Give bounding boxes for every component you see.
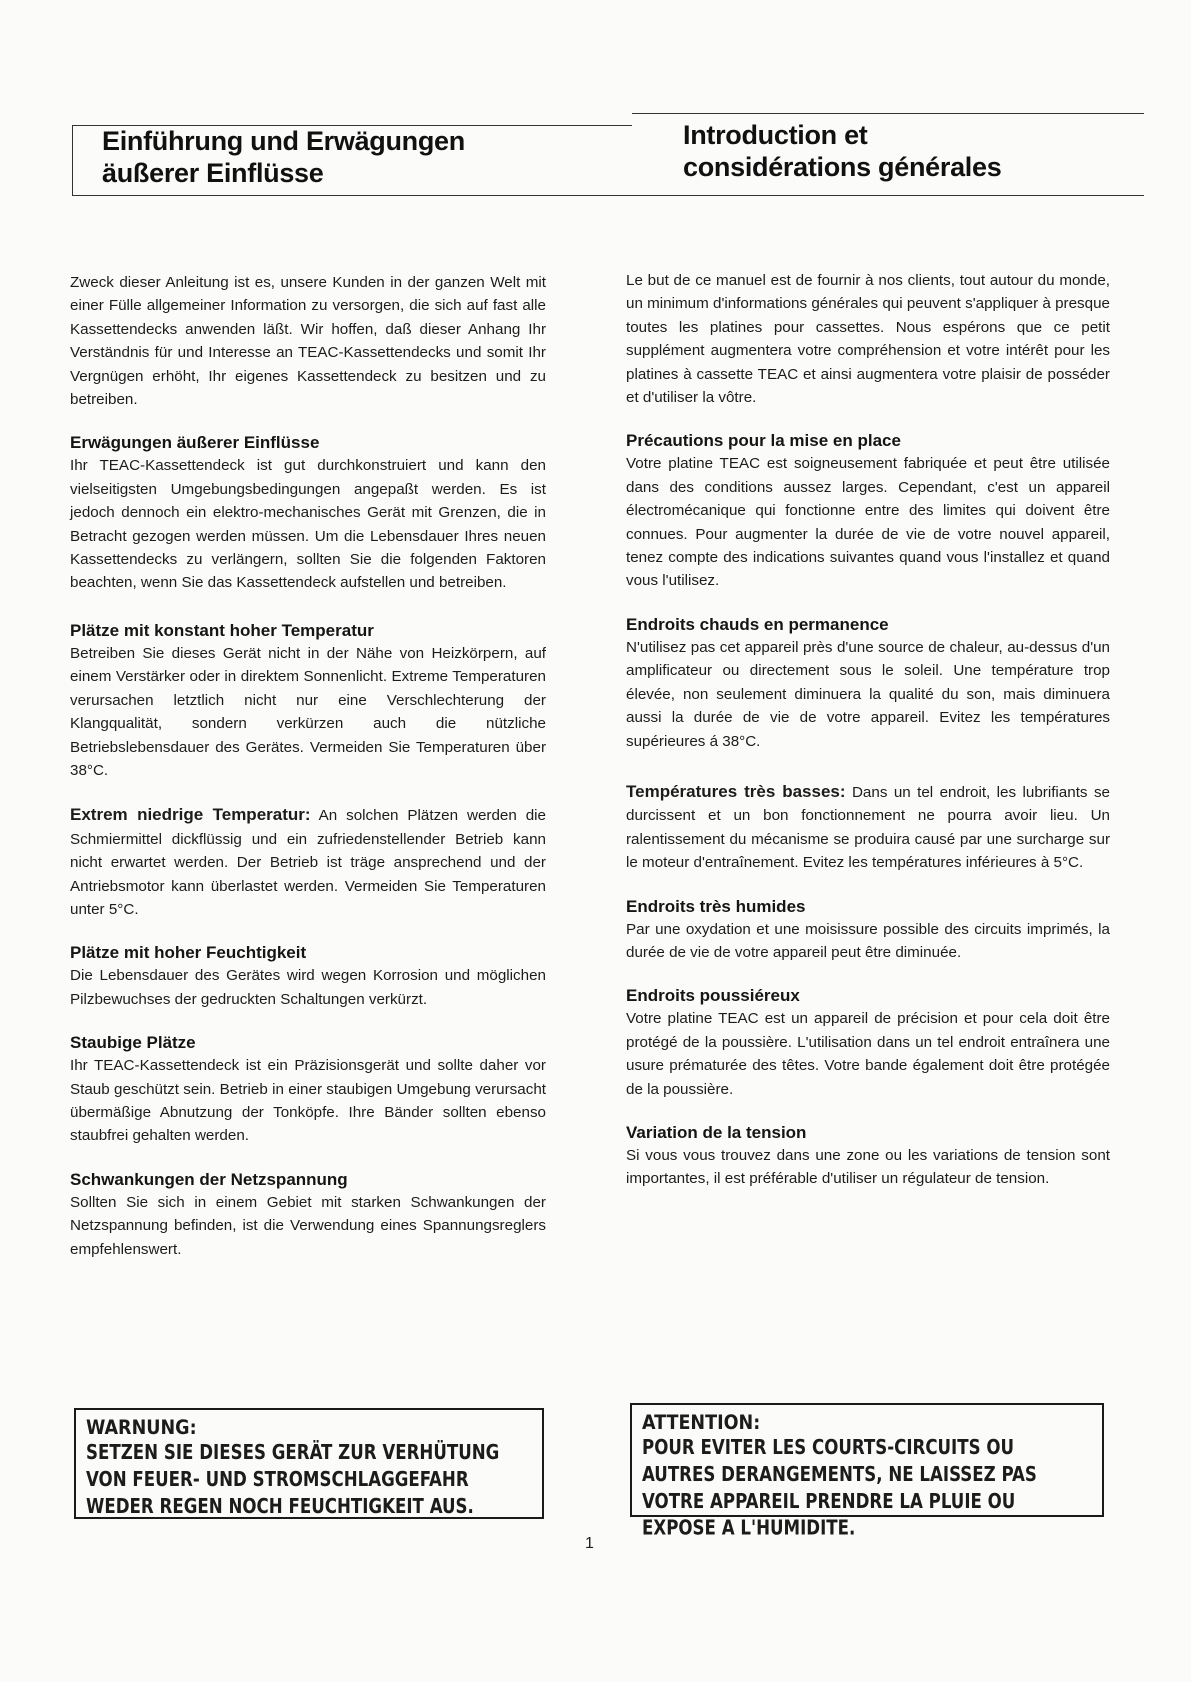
german-warning-text: SETZEN SIE DIESES GERÄT ZUR VERHÜTUNG VON FEUER- UND STROMSCHLAGGEFAHR WEDER REGEN NOCH FEUCHTIGKEIT AUS.	[86, 1441, 500, 1519]
french-column	[626, 269, 1110, 1191]
german-section-title: Plätze mit konstant hoher Temperatur	[70, 620, 374, 640]
header-left-border	[72, 125, 73, 196]
french-section-low-temp	[626, 780, 1110, 875]
french-title-line-1: Introduction et	[683, 120, 868, 150]
french-section-text: N'utilisez pas cet appareil près d'une source de chaleur, au-dessus d'un amplificateur ou directement sous le soleil. Une température trop élevée, non seulement diminuera la qualité du son, mais diminuera aussi la durée de vie de votre appareil. Evitez les températures supérieures á 38°C.	[626, 638, 1110, 750]
header-top-rule-right	[632, 113, 1144, 114]
french-page-title	[683, 119, 1001, 183]
german-section-lead: Extrem niedrige Temperatur:	[70, 805, 311, 825]
german-title-line-2: äußerer Einflüsse	[102, 158, 324, 188]
german-section-title: Erwägungen äußerer Einflüsse	[70, 433, 320, 453]
german-section-low-temp	[70, 803, 546, 921]
french-warning-box	[630, 1403, 1104, 1541]
french-warning-text: POUR EVITER LES COURTS-CIRCUITS OU AUTRES DERANGEMENTS, NE LAISSEZ PAS VOTRE APPAREIL PRENDRE LA PLUIE OU EXPOSE A L'HUMIDITE.	[642, 1436, 1037, 1541]
french-section-lead: Températures très basses:	[626, 781, 846, 801]
german-section-title: Staubige Plätze	[70, 1033, 196, 1053]
french-section-title: Endroits très humides	[626, 896, 806, 916]
french-section-text: Par une oxydation et une moisissure possible des circuits imprimés, la durée de vie de votre appareil peut être diminuée.	[626, 920, 1110, 961]
german-section-voltage	[70, 1169, 546, 1261]
french-intro: Le but de ce manuel est de fournir à nos clients, tout autour du monde, un minimum d'informations générales qui peuvent s'appliquer à presque toutes les platines pour cassettes. Nous espérons que ce petit supplément augmentera votre compréhension et votre intérêt pour les platines à cassette TEAC et ainsi augmentera votre plaisir de posséder et d'utiliser la vôtre.	[626, 272, 1110, 407]
german-section-title: Schwankungen der Netzspannung	[70, 1169, 348, 1189]
french-title-line-2: considérations générales	[683, 152, 1002, 182]
german-warning-box	[74, 1408, 544, 1519]
french-section-voltage	[626, 1122, 1110, 1191]
page-number: 1	[585, 1535, 594, 1552]
german-section-text: Betreiben Sie dieses Gerät nicht in der Nähe von Heizkörpern, auf einem Verstärker oder in direktem Sonnenlicht. Extreme Temperaturen verursachen letztlich nicht nur eine Verschlechterung der Klangqualität, sondern verkürzen auch die nützliche Betriebslebensdauer des Gerätes. Vermeiden Sie Temperaturen über 38°C.	[70, 644, 546, 779]
german-section-text: An solchen Plätzen werden die Schmiermittel dickflüssig und ein zufriedenstellender Betrieb kann nicht erwartet werden. Der Betrieb ist träge ansprechend und der Antriebsmotor kann überlastet werden. Vermeiden Sie Temperaturen unter 5°C.	[70, 807, 546, 918]
german-section-text: Ihr TEAC-Kassettendeck ist gut durchkonstruiert und kann den vielseitigsten Umgebungsbedingungen angepaßt werden. Es ist jedoch dennoch ein elektro-mechanisches Gerät mit Grenzen, die in Betracht gezogen werden müssen. Um die Lebensdauer Ihres neuen Kassettendecks zu verlängern, sollten Sie die folgenden Faktoren beachten, wenn Sie das Kassettendeck aufstellen und betreiben.	[70, 457, 546, 592]
french-section-text: Votre platine TEAC est soigneusement fabriquée et peut être utilisée dans des conditions aussez larges. Cependant, c'est un appareil électromécanique qui fonctionne entre des limites qui doivent être connues. Pour augmenter la durée de vie de votre nouvel appareil, tenez compte des indications suivantes quand vous l'installez et quand vous l'utilisez.	[626, 455, 1110, 590]
german-section-text: Sollten Sie sich in einem Gebiet mit starken Schwankungen der Netzspannung befinden, ist die Verwendung eines Spannungsreglers empfehlenswert.	[70, 1193, 546, 1258]
german-section-dust	[70, 1032, 546, 1148]
german-page-title	[102, 125, 465, 189]
french-section-text: Dans un tel endroit, les lubrifiants se durcissent et un bon fonctionnement ne pourra avoir lieu. Un ralentissement du mécanisme se produira causé par une surcharge sur le moteur d'entraînement. Evitez les températures inférieures à 5°C.	[626, 783, 1110, 872]
french-warning-title: ATTENTION:	[642, 1411, 761, 1434]
french-section-title: Endroits poussiéreux	[626, 986, 800, 1006]
german-column	[70, 271, 546, 1261]
german-title-line-1: Einführung und Erwägungen	[102, 126, 465, 156]
french-section-high-temp	[626, 614, 1110, 753]
german-warning-title: WARNUNG:	[86, 1416, 197, 1439]
french-section-title: Précautions pour la mise en place	[626, 431, 901, 451]
french-section-humidity	[626, 896, 1110, 965]
french-section-text: Votre platine TEAC est un appareil de précision et pour cela doit être protégé de la poussière. L'utilisation dans un tel endroit entraînera une usure prématurée des têtes. Votre bande également doit être protégée de la poussière.	[626, 1010, 1110, 1098]
french-section-title: Variation de la tension	[626, 1122, 807, 1142]
german-intro: Zweck dieser Anleitung ist es, unsere Kunden in der ganzen Welt mit einer Fülle allgemeiner Information zu versorgen, die sich auf fast alle Kassettendecks anwenden läßt. Wir hoffen, daß dieser Anhang Ihr Verständnis für und Interesse an TEAC-Kassettendecks und somit Ihr Vergnügen erhöht, Ihr eigenes Kassettendeck zu besitzen und zu betreiben.	[70, 274, 546, 409]
german-section-environment	[70, 432, 546, 594]
german-section-text: Ihr TEAC-Kassettendeck ist ein Präzisionsgerät und sollte daher vor Staub geschützt sein. Betrieb in einer staubigen Umgebung verursacht übermäßige Abnutzung der Tonköpfe. Ihre Bänder sollten ebenso staubfrei gehalten werden.	[70, 1057, 546, 1145]
german-section-high-temp	[70, 620, 546, 782]
german-section-text: Die Lebensdauer des Gerätes wird wegen Korrosion und möglichen Pilzbewuchses der gedruckten Schaltungen verkürzt.	[70, 967, 546, 1008]
french-section-text: Si vous vous trouvez dans une zone ou les variations de tension sont importantes, il est préférable d'utiliser un régulateur de tension.	[626, 1146, 1110, 1188]
french-section-dust	[626, 985, 1110, 1101]
german-section-title: Plätze mit hoher Feuchtigkeit	[70, 943, 307, 963]
french-section-placement	[626, 430, 1110, 592]
french-section-title: Endroits chauds en permanence	[626, 614, 889, 634]
header-bottom-rule	[72, 195, 1144, 196]
german-section-humidity	[70, 942, 546, 1011]
